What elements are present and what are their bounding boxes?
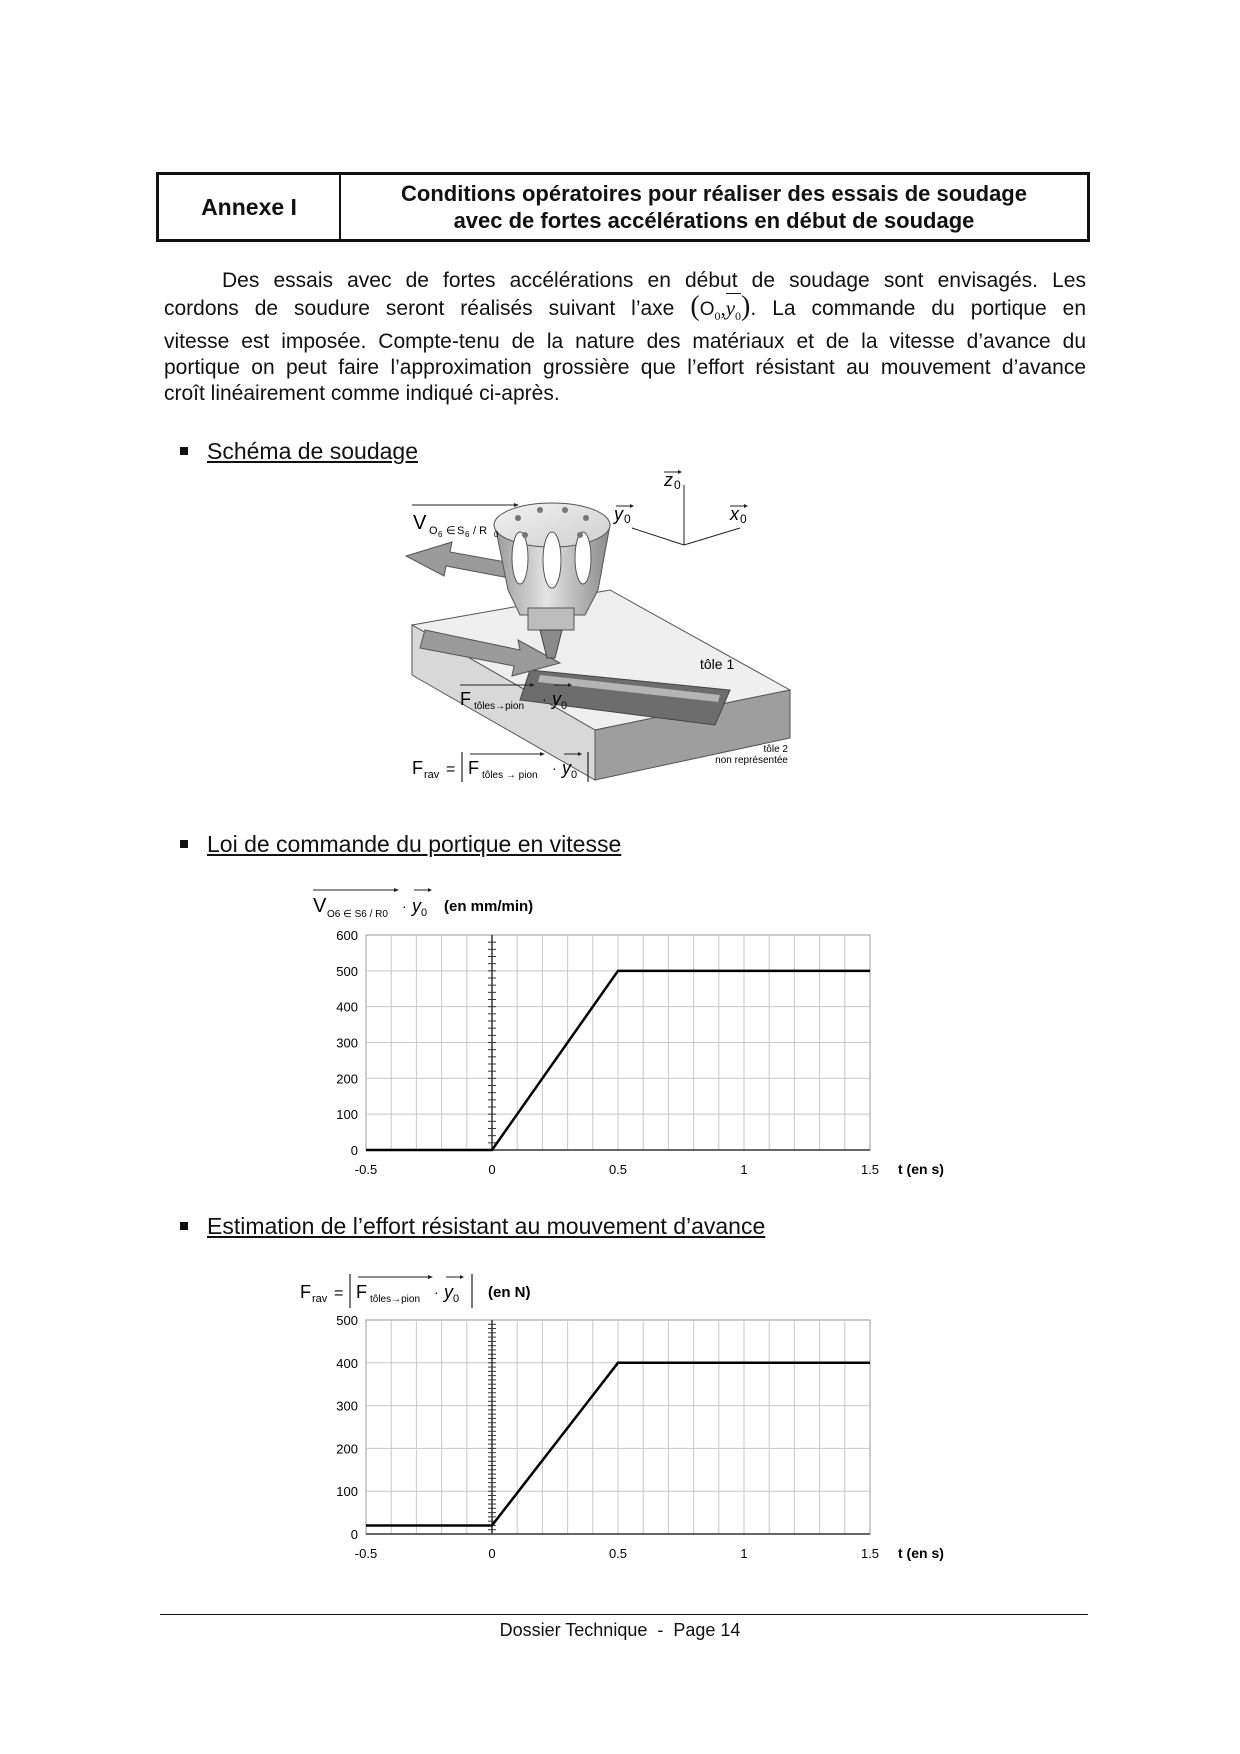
bullet-icon (180, 840, 188, 848)
x-axis-line (684, 528, 740, 545)
chart2-ylabel-y: y (444, 1282, 453, 1302)
annex-title (341, 175, 1087, 239)
chart1-ylabel (310, 884, 570, 922)
frav-F-sub: tôles → pion (482, 770, 538, 781)
x-tick-label: -0.5 (354, 1162, 378, 1177)
para-line3: vitesse est imposée. Compte-tenu de la nature des matériaux et de la vitesse d’avance du (164, 330, 1086, 354)
y-tick-label: 300 (336, 1035, 358, 1051)
page-footer: Dossier Technique - Page 14 (499, 1620, 741, 1640)
y-tick-label: 100 (336, 1107, 358, 1123)
frav-eq: = (446, 761, 456, 778)
y-tick-label: 600 (336, 928, 358, 943)
x-axis-label: t (en s) (898, 1161, 944, 1177)
axis-y: y (725, 296, 736, 320)
annex-title-line1: Conditions opératoires pour réaliser des essais de soudage (401, 181, 1027, 206)
tole2-label-1: tôle 2 (763, 744, 788, 755)
y0-label: y (614, 504, 623, 524)
chart2-ylabel-F-sub: rav (312, 1293, 328, 1305)
force-dot: · (542, 691, 547, 707)
x0-label: x (730, 504, 739, 524)
force-y-sub: 0 (561, 700, 568, 712)
para-line1: Des essais avec de fortes accélérations en début de soudage sont envisagés. Les (222, 269, 1086, 292)
force-vector-label (456, 680, 576, 716)
tool-slot (543, 532, 561, 588)
force-sub: tôles→pion (474, 701, 525, 712)
x-tick-label: 1.5 (860, 1162, 880, 1177)
para-line4: portique on peut faire l’approximation grossière que l’effort résistant au mouvement d’avance (164, 356, 1086, 380)
y0-sub: 0 (624, 512, 631, 526)
tole1-label: tôle 1 (700, 656, 735, 672)
axis-reference: ($O_0$, $y_0$) (690, 291, 751, 324)
x-tick-label: 0 (488, 1546, 496, 1561)
frav-sub: rav (424, 769, 440, 781)
axis-O: O (699, 299, 715, 320)
chart1-ylabel-unit: (en mm/min) (444, 898, 534, 915)
velocity-sub-O: O (429, 525, 438, 537)
velocity-sub-6: 6 (438, 530, 443, 539)
force-F: F (460, 689, 471, 709)
y-tick-label: 200 (336, 1071, 358, 1087)
frav-F: F (412, 758, 423, 778)
axis-comma: , (720, 296, 726, 320)
velocity-sub-S: S (457, 525, 465, 537)
chart1-ylabel-V: V (313, 895, 327, 917)
frav-F-inner: F (468, 758, 479, 778)
y-tick-label: 0 (350, 1143, 358, 1158)
tole2-label-2: non représentée (715, 755, 788, 766)
chart1-ylabel-y-sub: 0 (421, 907, 428, 919)
effort-chart (330, 1312, 970, 1566)
y-tick-label: 300 (336, 1398, 358, 1414)
velocity-sub-0: 0 (494, 530, 499, 539)
footer-rule (160, 1614, 1088, 1615)
axis-y-sub: 0 (735, 309, 742, 324)
frav-dot: · (552, 760, 557, 776)
chart2-ylabel-dot: · (434, 1284, 439, 1300)
section-title: Estimation de l’effort résistant au mouvement d’avance (207, 1213, 766, 1239)
velocity-sub-in: ∈ (446, 525, 456, 537)
chart1-ylabel-dot: · (402, 898, 407, 914)
intro-paragraph (164, 268, 1086, 407)
y-tick-label: 400 (336, 1355, 358, 1371)
x-tick-label: 1 (740, 1162, 748, 1177)
x-tick-label: -0.5 (354, 1546, 378, 1561)
x-tick-label: 1 (740, 1546, 748, 1561)
velocity-chart (330, 925, 970, 1185)
chart1-ylabel-sub: O6 ∈ S6 / R0 (327, 909, 388, 920)
frav-y-sub: 0 (571, 769, 578, 781)
y-tick-label: 400 (336, 999, 358, 1015)
y-tick-label: 100 (336, 1484, 358, 1500)
tool-slot (575, 532, 591, 584)
z0-label: z (664, 470, 673, 490)
chart2-ylabel-unit: (en N) (488, 1284, 531, 1301)
para-line5: croît linéairement comme indiqué ci-après. (164, 382, 560, 406)
chart2-ylabel-F: F (300, 1282, 311, 1302)
section-title: Schéma de soudage (207, 438, 418, 464)
frav-y: y (562, 758, 571, 778)
annex-label: Annexe I (159, 175, 341, 239)
chart2-ylabel-eq: = (334, 1285, 344, 1302)
chart2-ylabel (296, 1270, 596, 1312)
y-axis-line (632, 528, 684, 545)
bullet-icon (180, 1222, 188, 1230)
chart2-ylabel-F-inner: F (356, 1282, 367, 1302)
chart2-ylabel-y-sub: 0 (453, 1293, 460, 1305)
tool-collar (528, 608, 574, 630)
x0-sub: 0 (740, 512, 747, 526)
para-line2-end: . La commande du portique en (750, 297, 1087, 320)
y-tick-label: 200 (336, 1441, 358, 1457)
chart1-ylabel-y: y (412, 896, 421, 916)
y-tick-label: 500 (336, 1313, 358, 1328)
force-y: y (552, 689, 561, 709)
bullet-icon (180, 447, 188, 455)
annex-title-line2: avec de fortes accélérations en début de soudage (453, 208, 975, 233)
y-tick-label: 500 (336, 963, 358, 979)
velocity-sub-R: / R (473, 525, 488, 537)
frav-definition (410, 746, 600, 786)
axis-O-sub: 0 (714, 309, 721, 324)
x-tick-label: 1.5 (860, 1546, 880, 1561)
x-tick-label: 0 (488, 1162, 496, 1177)
para-line2 (164, 291, 1087, 329)
velocity-V: V (413, 512, 427, 534)
x-axis-label: t (en s) (898, 1545, 944, 1561)
annex-header (156, 172, 1090, 242)
velocity-vector-label (410, 500, 530, 540)
x-tick-label: 0.5 (608, 1546, 628, 1561)
velocity-sub-6b: 6 (465, 530, 470, 539)
x-tick-label: 0.5 (608, 1162, 628, 1177)
y-tick-label: 0 (350, 1527, 358, 1542)
chart2-ylabel-F-inner-sub: tôles→pion (370, 1294, 421, 1305)
para-line2-start: cordons de soudure seront réalisés suivant l’axe (164, 297, 675, 320)
z0-sub: 0 (674, 478, 681, 492)
section-title: Loi de commande du portique en vitesse (207, 831, 622, 857)
